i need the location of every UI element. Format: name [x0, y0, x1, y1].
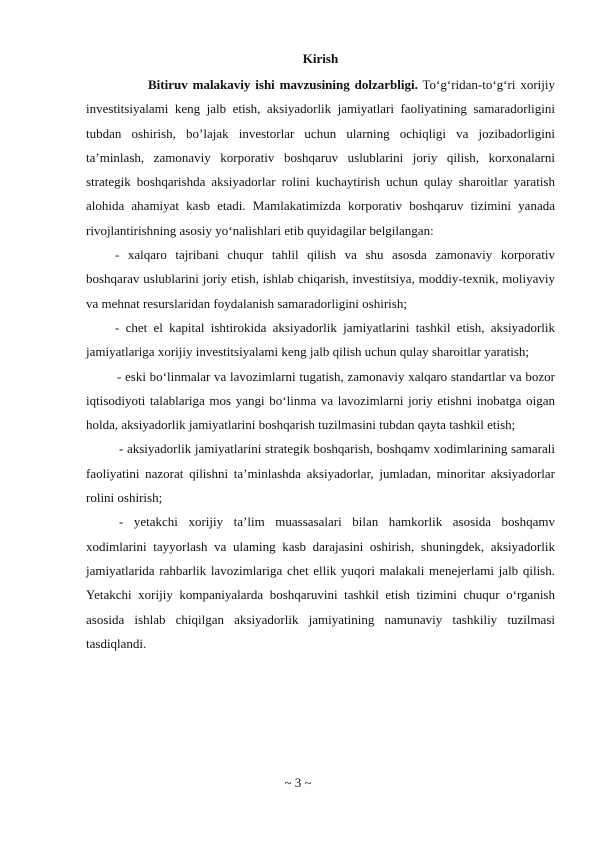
- list-item: - aksiyadorlik jamiyatlarini strategik boshqarish, boshqamv xodimlarining samarali faoliyatini nazorat qilishni ta’minlashda aksiyadorlar, jumladan, minoritar aksiyadorlar rolini oshirish;: [86, 441, 555, 506]
- list-item: - eski bo‘linmalar va lavozimlarni tugatish, zamonaviy xalqaro standartlar va bozor iqtisodiyoti talablariga mos yangi bo‘linma va lavozimlarni joriy etishni inobatga oigan holda, aksiyadorlik jamiyatlarini boshqarish tuzilmasini tubdan qayta tashkil etish;: [86, 368, 555, 433]
- document-page: [86, 50, 555, 656]
- intro-body-text: To‘g‘ridan-to‘g‘ri xorijiy investitsiyalami keng jalb etish, aksiyadorlik jamiyatlari faoliyatining samaradorligini tubdan oshirish, bo’lajak investorlar uchun ularning ochiqligi va jozibadorligini ta’minlash, zamonaviy korporativ boshqaruv uslublarini joriy qilish, korxonalarni strategik boshqarishda aksiyadorlar rolini kuchaytirish uchun qulay sharoitlar yaratish alohida ahamiyat kasb etadi. Mamlakatimizda korporativ boshqaruv tizimini yanada rivojlantirishning asosiy yo‘nalishlari etib quyidagilar belgilangan:: [86, 77, 555, 238]
- section-title: Kirish: [302, 51, 339, 66]
- list-item: - xalqaro tajribani chuqur tahlil qilish va shu asosda zamonaviy korporativ boshqarav uslublarini joriy etish, ishlab chiqarish, investitsiya, moddiy-texnik, moliyaviy va mehnat resurslaridan foydalanish samaradorligini oshirish;: [86, 247, 555, 311]
- list-item: - yetakchi xorijiy ta’lim muassasalari bilan hamkorlik asosida boshqamv xodimlarini tayyorlash va ulaming kasb darajasini oshirish, shuningdek, aksiyadorlik jamiyatlarida rahbarlik lavozimlariga chet ellik yuqori malakali menejerlami jalb qilish. Yetakchi xorijiy kompaniyalarda boshqaruvini tashkil etish tizimini chuqur o‘rganish asosida ishlab chiqilgan aksiyadorlik jamiyatining namunaviy tashkiliy tuzilmasi tasdiqlandi.: [86, 514, 555, 651]
- page-number: ~ 3 ~: [284, 775, 312, 790]
- intro-lead-text: Bitiruv malakaviy ishi mavzusining dolzarbligi.: [148, 77, 418, 92]
- list-item: - chet el kapital ishtirokida aksiyadorlik jamiyatlarini tashkil etish, aksiyadorlik jamiyatlariga xorijiy investitsiyalami keng jalb qilish uchun qulay sharoitlar yaratish;: [86, 319, 555, 360]
- intro-paragraph: [86, 73, 555, 243]
